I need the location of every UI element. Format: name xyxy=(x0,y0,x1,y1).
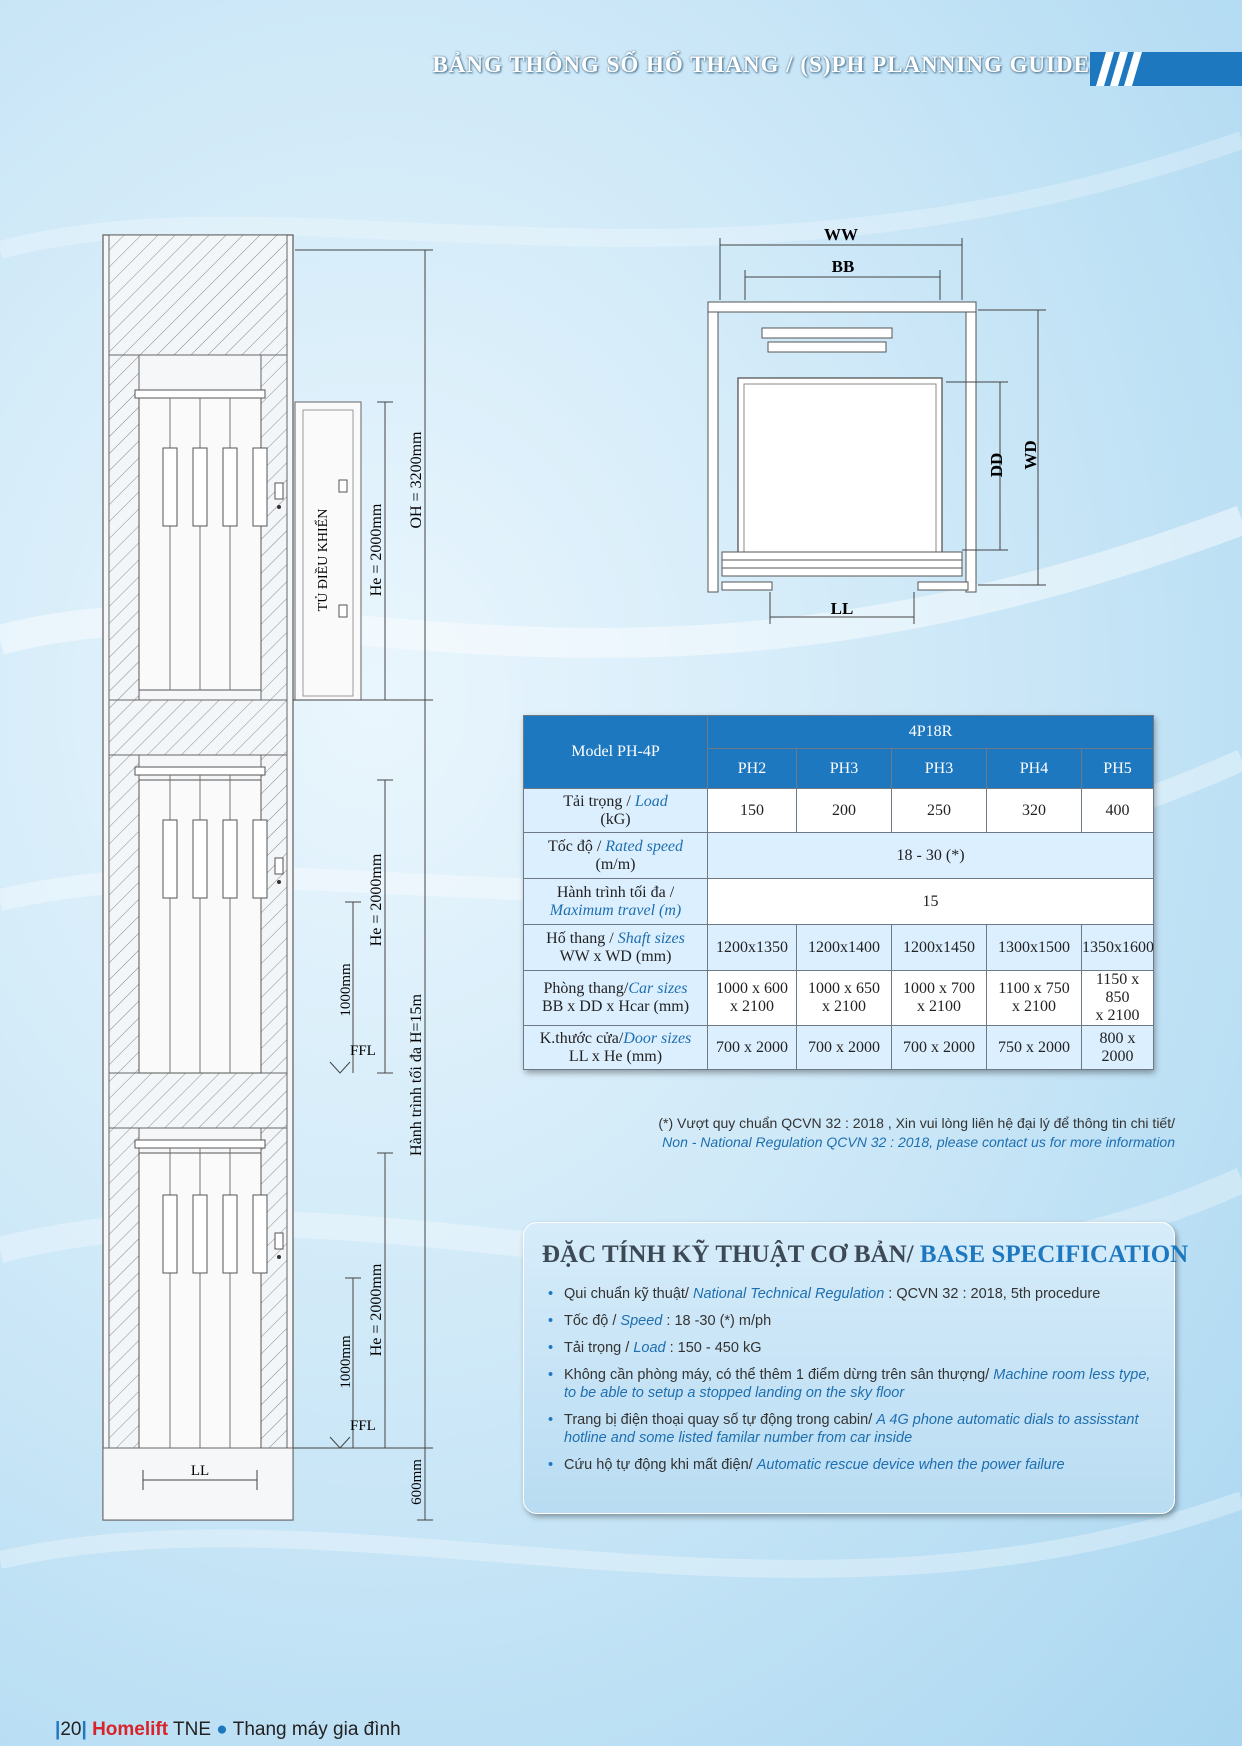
table-row xyxy=(524,1026,1154,1070)
wd-dim-label: WD xyxy=(1021,440,1040,470)
spec-table xyxy=(523,715,1154,1070)
list-item: • Tải trọng / Load : 150 - 450 kG xyxy=(548,1340,762,1356)
ww-dim-label: WW xyxy=(824,225,858,244)
footer-tagline: Thang máy gia đình xyxy=(232,1719,401,1740)
row-label-load: Tải trọng / Load (kG) xyxy=(524,789,708,833)
travel-dim-label: Hành trình tối đa H=15m xyxy=(408,994,425,1156)
page-footer: |20| Homelift TNE ● Thang máy gia đình xyxy=(55,1719,401,1740)
dd-dim-label: DD xyxy=(987,452,1006,478)
column-header: PH3 xyxy=(892,749,987,789)
table-cell: 700 x 2000 xyxy=(892,1026,987,1070)
footnote xyxy=(560,1114,1175,1152)
table-row xyxy=(524,789,1154,833)
ffl-label-3: FFL xyxy=(350,1418,376,1434)
table-cell: 1000 x 700 x 2100 xyxy=(892,971,987,1026)
table-cell: 700 x 2000 xyxy=(708,1026,797,1070)
table-cell: 1200x1400 xyxy=(797,925,892,971)
table-cell: 750 x 2000 xyxy=(987,1026,1082,1070)
table-cell: 1000 x 650 x 2100 xyxy=(797,971,892,1026)
row-label-car: Phòng thang/Car sizes BB x DD x Hcar (mm) xyxy=(524,971,708,1026)
column-header: PH5 xyxy=(1082,749,1154,789)
bullet-icon: • xyxy=(548,1286,554,1302)
list-item: • Qui chuẩn kỹ thuật/ National Technical Regulation : QCVN 32 : 2018, 5th procedure xyxy=(548,1286,1101,1302)
table-cell: 200 xyxy=(797,789,892,833)
group-header: 4P18R xyxy=(708,716,1154,749)
table-cell: 800 x 2000 xyxy=(1082,1026,1154,1070)
table-row xyxy=(524,879,1154,925)
page-title: BẢNG THÔNG SỐ HỐ THANG / (S)PH PLANNING GUIDE xyxy=(432,52,1090,77)
bullet-icon: ● xyxy=(216,1719,228,1740)
bullet-icon: • xyxy=(548,1313,554,1329)
table-cell: 1000 x 600 x 2100 xyxy=(708,971,797,1026)
row-label-door: K.thước cửa/Door sizes LL x He (mm) xyxy=(524,1026,708,1070)
oh-dim-label: OH = 3200mm xyxy=(408,431,425,529)
bb-dim-label: BB xyxy=(831,257,855,276)
height-1000-label-3: 1000mm xyxy=(338,1335,354,1389)
bullet-icon: • xyxy=(548,1367,554,1383)
column-header: PH3 xyxy=(797,749,892,789)
table-cell: 1350x1600 xyxy=(1082,925,1154,971)
table-cell: 150 xyxy=(708,789,797,833)
ffl-label-2: FFL xyxy=(350,1043,376,1059)
model-header: Model PH-4P xyxy=(524,716,708,789)
he-dim-label-3: He = 2000mm xyxy=(368,1263,385,1357)
shaft-plan-drawing xyxy=(700,220,1060,630)
table-row xyxy=(524,971,1154,1026)
brand-name: Homelift xyxy=(92,1719,169,1740)
table-cell: 15 xyxy=(708,879,1154,925)
row-label-travel: Hành trình tối đa / Maximum travel (m) xyxy=(524,879,708,925)
header-stripes-icon xyxy=(1092,50,1152,88)
pit-dim-label: 600mm xyxy=(409,1459,425,1505)
height-1000-label-2: 1000mm xyxy=(338,963,354,1017)
table-cell: 1300x1500 xyxy=(987,925,1082,971)
he-dim-label-1: He = 2000mm xyxy=(368,503,385,597)
ll-plan-dim-label: LL xyxy=(830,599,854,618)
column-header: PH2 xyxy=(708,749,797,789)
footnote-vn: (*) Vượt quy chuẩn QCVN 32 : 2018 , Xin vui lòng liên hệ đại lý để thông tin chi tiết/ xyxy=(658,1115,1175,1131)
table-cell: 1150 x 850 x 2100 xyxy=(1082,971,1154,1026)
table-row xyxy=(524,925,1154,971)
table-cell: 320 xyxy=(987,789,1082,833)
base-spec-panel xyxy=(523,1222,1189,1514)
he-dim-label-2: He = 2000mm xyxy=(368,853,385,947)
ll-dim-label: LL xyxy=(190,1463,210,1479)
table-row xyxy=(524,833,1154,879)
page-number: 20 xyxy=(60,1719,82,1740)
table-cell: 18 - 30 (*) xyxy=(708,833,1154,879)
base-spec-list xyxy=(546,1285,1166,1483)
list-item: • Cứu hộ tự động khi mất điện/ Automatic rescue device when the power failure xyxy=(548,1457,1065,1473)
column-header: PH4 xyxy=(987,749,1082,789)
shaft-elevation-drawing xyxy=(95,230,515,1530)
brand-suffix: TNE xyxy=(173,1719,212,1740)
bullet-icon: • xyxy=(548,1412,554,1428)
bullet-icon: • xyxy=(548,1340,554,1356)
table-cell: 400 xyxy=(1082,789,1154,833)
table-cell: 250 xyxy=(892,789,987,833)
table-cell: 1100 x 750 x 2100 xyxy=(987,971,1082,1026)
base-spec-title: ĐẶC TÍNH KỸ THUẬT CƠ BẢN/ BASE SPECIFICATION xyxy=(542,1241,1189,1268)
list-item: • Tốc độ / Speed : 18 -30 (*) m/ph xyxy=(548,1313,772,1329)
list-item: • Trang bị điện thoại quay số tự động trong cabin/ A 4G phone automatic dials to assisstant hotline and some listed familar number from car inside xyxy=(548,1412,1139,1446)
footnote-en: Non - National Regulation QCVN 32 : 2018, please contact us for more information xyxy=(662,1134,1175,1150)
table-cell: 1200x1350 xyxy=(708,925,797,971)
list-item: • Không cần phòng máy, có thể thêm 1 điểm dừng trên sân thượng/ Machine room less type, to be able to setup a stopped landing on the sky floor xyxy=(548,1367,1151,1401)
control-cabinet-label: TỦ ĐIỀU KHIỂN xyxy=(316,508,331,612)
row-label-speed: Tốc độ / Rated speed (m/m) xyxy=(524,833,708,879)
table-cell: 700 x 2000 xyxy=(797,1026,892,1070)
bullet-icon: • xyxy=(548,1457,554,1473)
row-label-shaft: Hố thang / Shaft sizes WW x WD (mm) xyxy=(524,925,708,971)
spec-table-container xyxy=(523,715,1153,1070)
table-cell: 1200x1450 xyxy=(892,925,987,971)
